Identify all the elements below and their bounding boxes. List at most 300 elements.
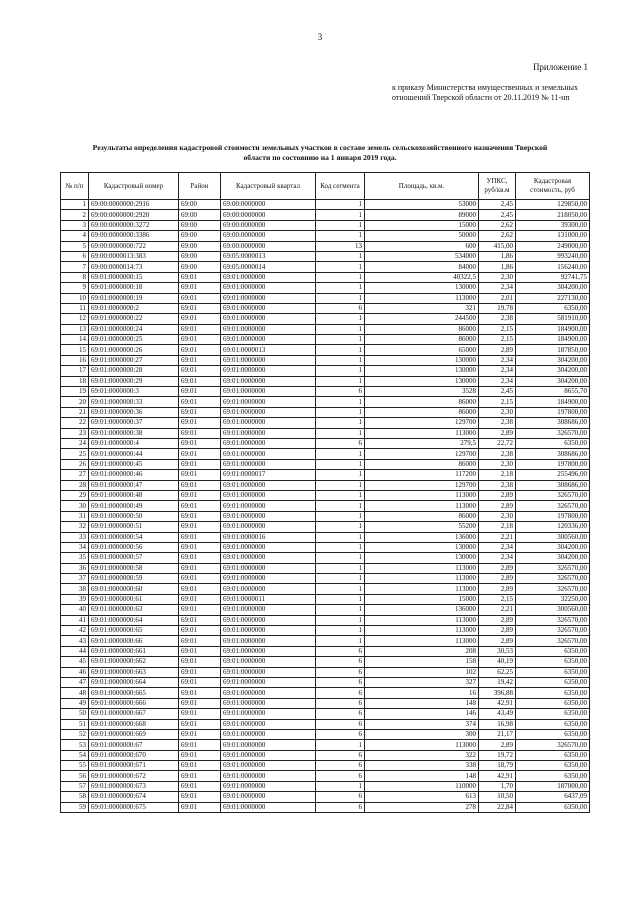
- district-cell: 69:01: [179, 574, 221, 584]
- table-row: [61, 532, 590, 542]
- cadastral-number-cell: 69:01:0000000:57: [89, 553, 179, 563]
- row-number-cell: 51: [61, 719, 89, 729]
- segment-code-cell: 13: [316, 241, 365, 251]
- table-row: [61, 698, 590, 708]
- district-cell: 69:00: [179, 251, 221, 261]
- table-row: [61, 366, 590, 376]
- upks-cell: 2,89: [479, 428, 516, 438]
- area-cell: 148: [365, 698, 479, 708]
- cadastral-number-cell: 69:01:0000000:37: [89, 418, 179, 428]
- cadastral-number-cell: 69:01:0000000:674: [89, 792, 179, 802]
- table-row: [61, 636, 590, 646]
- district-cell: 69:01: [179, 418, 221, 428]
- cadastral-value-cell: 197800,00: [516, 511, 590, 521]
- cadastral-number-cell: 69:01:0000000:63: [89, 605, 179, 615]
- cadastral-number-cell: 69:01:0000000:64: [89, 615, 179, 625]
- upks-cell: 22,84: [479, 802, 516, 812]
- upks-cell: 1,86: [479, 262, 516, 272]
- table-row: [61, 449, 590, 459]
- segment-code-cell: 6: [316, 698, 365, 708]
- row-number-cell: 42: [61, 626, 89, 636]
- header-upks: УПКС, руб/кв.м: [479, 173, 516, 200]
- cadastral-quarter-cell: 69:01:0000000: [221, 792, 316, 802]
- upks-cell: 2,89: [479, 501, 516, 511]
- upks-cell: 2,45: [479, 200, 516, 210]
- row-number-cell: 15: [61, 345, 89, 355]
- table-row: [61, 314, 590, 324]
- segment-code-cell: 1: [316, 574, 365, 584]
- district-cell: 69:01: [179, 657, 221, 667]
- district-cell: 69:01: [179, 761, 221, 771]
- cadastral-quarter-cell: 69:01:0000000: [221, 272, 316, 282]
- segment-code-cell: 1: [316, 262, 365, 272]
- cadastral-number-cell: 69:01:0000000:3: [89, 387, 179, 397]
- cadastral-value-cell: 184900,00: [516, 324, 590, 334]
- cadastral-number-cell: 69:01:0000000:24: [89, 324, 179, 334]
- district-cell: 69:01: [179, 397, 221, 407]
- segment-code-cell: 1: [316, 636, 365, 646]
- row-number-cell: 12: [61, 314, 89, 324]
- table-row: [61, 438, 590, 448]
- title-line-2: области по состоянию на 1 января 2019 года.: [243, 153, 397, 162]
- area-cell: 113000: [365, 490, 479, 500]
- cadastral-value-cell: 304200,00: [516, 355, 590, 365]
- table-row: [61, 646, 590, 656]
- cadastral-quarter-cell: 69:01:0000000: [221, 605, 316, 615]
- cadastral-value-cell: 304200,00: [516, 366, 590, 376]
- segment-code-cell: 6: [316, 387, 365, 397]
- segment-code-cell: 1: [316, 553, 365, 563]
- cadastral-value-cell: 197800,00: [516, 407, 590, 417]
- header-area: Площадь, кв.м.: [365, 173, 479, 200]
- cadastral-value-cell: 581910,00: [516, 314, 590, 324]
- table-row: [61, 781, 590, 791]
- district-cell: 69:00: [179, 241, 221, 251]
- area-cell: 244500: [365, 314, 479, 324]
- area-cell: 338: [365, 761, 479, 771]
- district-cell: 69:01: [179, 688, 221, 698]
- cadastral-quarter-cell: 69:01:0000000: [221, 293, 316, 303]
- row-number-cell: 59: [61, 802, 89, 812]
- cadastral-value-cell: 6350,00: [516, 719, 590, 729]
- table-row: [61, 272, 590, 282]
- upks-cell: 30,53: [479, 646, 516, 656]
- cadastral-number-cell: 69:00:0000013:383: [89, 251, 179, 261]
- row-number-cell: 31: [61, 511, 89, 521]
- area-cell: 53000: [365, 200, 479, 210]
- table-row: [61, 210, 590, 220]
- row-number-cell: 22: [61, 418, 89, 428]
- cadastral-value-cell: 326570,00: [516, 584, 590, 594]
- row-number-cell: 39: [61, 594, 89, 604]
- cadastral-number-cell: 69:01:0000000:58: [89, 563, 179, 573]
- table-row: [61, 688, 590, 698]
- row-number-cell: 1: [61, 200, 89, 210]
- district-cell: 69:01: [179, 480, 221, 490]
- row-number-cell: 48: [61, 688, 89, 698]
- segment-code-cell: 6: [316, 771, 365, 781]
- cadastral-number-cell: 69:01:0000000:46: [89, 470, 179, 480]
- cadastral-number-cell: 69:00:0000000:3386: [89, 231, 179, 241]
- row-number-cell: 26: [61, 459, 89, 469]
- area-cell: 86000: [365, 459, 479, 469]
- district-cell: 69:01: [179, 750, 221, 760]
- district-cell: 69:01: [179, 605, 221, 615]
- table-row: [61, 584, 590, 594]
- upks-cell: 42,91: [479, 698, 516, 708]
- cadastral-quarter-cell: 69:01:0000000: [221, 802, 316, 812]
- table-row: [61, 792, 590, 802]
- area-cell: 129700: [365, 449, 479, 459]
- row-number-cell: 40: [61, 605, 89, 615]
- upks-cell: 2,38: [479, 418, 516, 428]
- upks-cell: 2,15: [479, 594, 516, 604]
- row-number-cell: 9: [61, 283, 89, 293]
- cadastral-value-cell: 300560,00: [516, 605, 590, 615]
- row-number-cell: 13: [61, 324, 89, 334]
- area-cell: 110000: [365, 781, 479, 791]
- cadastral-quarter-cell: 69:01:0000000: [221, 781, 316, 791]
- cadastral-quarter-cell: 69:01:0000000: [221, 657, 316, 667]
- cadastral-number-cell: 69:01:0000000:26: [89, 345, 179, 355]
- row-number-cell: 49: [61, 698, 89, 708]
- cadastral-number-cell: 69:01:0000000:675: [89, 802, 179, 812]
- area-cell: 113000: [365, 626, 479, 636]
- district-cell: 69:01: [179, 542, 221, 552]
- header-cadastral-value: Кадастровая стоимость, руб: [516, 173, 590, 200]
- cadastral-number-cell: 69:01:0000000:18: [89, 283, 179, 293]
- district-cell: 69:01: [179, 709, 221, 719]
- cadastral-number-cell: 69:01:0000000:51: [89, 522, 179, 532]
- upks-cell: 1,70: [479, 781, 516, 791]
- row-number-cell: 8: [61, 272, 89, 282]
- district-cell: 69:01: [179, 740, 221, 750]
- row-number-cell: 2: [61, 210, 89, 220]
- segment-code-cell: 1: [316, 210, 365, 220]
- cadastral-value-cell: 249000,00: [516, 241, 590, 251]
- row-number-cell: 28: [61, 480, 89, 490]
- row-number-cell: 36: [61, 563, 89, 573]
- cadastral-number-cell: 69:01:0000000:29: [89, 376, 179, 386]
- cadastral-value-cell: 304200,00: [516, 376, 590, 386]
- cadastral-value-cell: 326570,00: [516, 501, 590, 511]
- header-district: Район: [179, 173, 221, 200]
- area-cell: 86000: [365, 324, 479, 334]
- area-cell: 113000: [365, 563, 479, 573]
- row-number-cell: 50: [61, 709, 89, 719]
- row-number-cell: 6: [61, 251, 89, 261]
- cadastral-quarter-cell: 69:01:0000011: [221, 594, 316, 604]
- area-cell: 534000: [365, 251, 479, 261]
- table-row: [61, 501, 590, 511]
- cadastral-number-cell: 69:01:0000000:661: [89, 646, 179, 656]
- table-row: [61, 729, 590, 739]
- segment-code-cell: 1: [316, 490, 365, 500]
- upks-cell: 2,89: [479, 574, 516, 584]
- cadastral-number-cell: 69:01:0000000:60: [89, 584, 179, 594]
- area-cell: 16: [365, 688, 479, 698]
- district-cell: 69:01: [179, 532, 221, 542]
- upks-cell: 2,34: [479, 366, 516, 376]
- table-row: [61, 355, 590, 365]
- upks-cell: 18,79: [479, 761, 516, 771]
- upks-cell: 2,34: [479, 553, 516, 563]
- area-cell: 129700: [365, 418, 479, 428]
- district-cell: 69:00: [179, 262, 221, 272]
- table-row: [61, 470, 590, 480]
- row-number-cell: 45: [61, 657, 89, 667]
- cadastral-quarter-cell: 69:01:0000000: [221, 740, 316, 750]
- area-cell: 148: [365, 771, 479, 781]
- cadastral-number-cell: 69:01:0000000:665: [89, 688, 179, 698]
- area-cell: 130000: [365, 366, 479, 376]
- cadastral-value-cell: 326570,00: [516, 626, 590, 636]
- segment-code-cell: 1: [316, 501, 365, 511]
- cadastral-value-cell: 308686,00: [516, 480, 590, 490]
- cadastral-number-cell: 69:01:0000000:33: [89, 397, 179, 407]
- cadastral-value-cell: 6437,09: [516, 792, 590, 802]
- cadastral-number-cell: 69:01:0000000:66: [89, 636, 179, 646]
- table-row: [61, 522, 590, 532]
- cadastral-quarter-cell: 69:00:0000000: [221, 231, 316, 241]
- segment-code-cell: 1: [316, 532, 365, 542]
- district-cell: 69:01: [179, 626, 221, 636]
- district-cell: 69:01: [179, 511, 221, 521]
- upks-cell: 2,38: [479, 449, 516, 459]
- district-cell: 69:00: [179, 200, 221, 210]
- cadastral-quarter-cell: 69:01:0000000: [221, 449, 316, 459]
- cadastral-number-cell: 69:01:0000000:663: [89, 667, 179, 677]
- cadastral-quarter-cell: 69:01:0000000: [221, 376, 316, 386]
- cadastral-quarter-cell: 69:01:0000000: [221, 438, 316, 448]
- area-cell: 300: [365, 729, 479, 739]
- table-row: [61, 750, 590, 760]
- segment-code-cell: 6: [316, 303, 365, 313]
- segment-code-cell: 6: [316, 750, 365, 760]
- title-line-1: Результаты определения кадастровой стоимости земельных участков в составе земель сельскохозяйственного назначения Тверской: [92, 143, 548, 152]
- district-cell: 69:01: [179, 636, 221, 646]
- table-header-row: [61, 173, 590, 200]
- cadastral-number-cell: 69:00:0000014:73: [89, 262, 179, 272]
- area-cell: 86000: [365, 335, 479, 345]
- cadastral-number-cell: 69:01:0000000:667: [89, 709, 179, 719]
- table-row: [61, 553, 590, 563]
- district-cell: 69:01: [179, 387, 221, 397]
- table-row: [61, 563, 590, 573]
- cadastral-value-cell: 304200,00: [516, 542, 590, 552]
- row-number-cell: 33: [61, 532, 89, 542]
- appendix-label: Приложение 1: [532, 62, 588, 72]
- upks-cell: 19,72: [479, 750, 516, 760]
- row-number-cell: 43: [61, 636, 89, 646]
- area-cell: 129700: [365, 480, 479, 490]
- district-cell: 69:01: [179, 677, 221, 687]
- cadastral-quarter-cell: 69:01:0000000: [221, 355, 316, 365]
- row-number-cell: 18: [61, 376, 89, 386]
- area-cell: 40322,5: [365, 272, 479, 282]
- cadastral-number-cell: 69:01:0000000:671: [89, 761, 179, 771]
- row-number-cell: 34: [61, 542, 89, 552]
- upks-cell: 2,30: [479, 272, 516, 282]
- cadastral-value-cell: 326570,00: [516, 490, 590, 500]
- area-cell: 146: [365, 709, 479, 719]
- district-cell: 69:01: [179, 615, 221, 625]
- row-number-cell: 46: [61, 667, 89, 677]
- area-cell: 3528: [365, 387, 479, 397]
- segment-code-cell: 1: [316, 283, 365, 293]
- cadastral-value-cell: 304200,00: [516, 553, 590, 563]
- table-row: [61, 324, 590, 334]
- area-cell: 89000: [365, 210, 479, 220]
- cadastral-value-cell: 6350,00: [516, 729, 590, 739]
- segment-code-cell: 1: [316, 470, 365, 480]
- cadastral-number-cell: 69:01:0000000:50: [89, 511, 179, 521]
- area-cell: 613: [365, 792, 479, 802]
- row-number-cell: 14: [61, 335, 89, 345]
- cadastral-value-cell: 197800,00: [516, 459, 590, 469]
- cadastral-number-cell: 69:01:0000000:48: [89, 490, 179, 500]
- table-row: [61, 200, 590, 210]
- cadastral-number-cell: 69:01:0000000:65: [89, 626, 179, 636]
- order-line-2: отношений Тверской области от 20.11.2019 № 11-нп: [392, 93, 570, 102]
- segment-code-cell: 1: [316, 511, 365, 521]
- cadastral-quarter-cell: 69:01:0000013: [221, 345, 316, 355]
- area-cell: 321: [365, 303, 479, 313]
- cadastral-number-cell: 69:01:0000000:47: [89, 480, 179, 490]
- segment-code-cell: 1: [316, 251, 365, 261]
- upks-cell: 2,89: [479, 626, 516, 636]
- row-number-cell: 4: [61, 231, 89, 241]
- cadastral-quarter-cell: 69:01:0000000: [221, 677, 316, 687]
- table-row: [61, 615, 590, 625]
- segment-code-cell: 1: [316, 200, 365, 210]
- table-row: [61, 231, 590, 241]
- district-cell: 69:01: [179, 781, 221, 791]
- upks-cell: 2,45: [479, 210, 516, 220]
- area-cell: 65000: [365, 345, 479, 355]
- cadastral-value-cell: 187000,00: [516, 781, 590, 791]
- segment-code-cell: 1: [316, 781, 365, 791]
- cadastral-quarter-cell: 69:00:0000000: [221, 220, 316, 230]
- upks-cell: 2,15: [479, 397, 516, 407]
- cadastral-number-cell: 69:00:0000000:2920: [89, 210, 179, 220]
- upks-cell: 42,91: [479, 771, 516, 781]
- cadastral-value-cell: 326570,00: [516, 615, 590, 625]
- header-number: № п/п: [61, 173, 89, 200]
- header-segment-code: Код сегмента: [316, 173, 365, 200]
- area-cell: 130000: [365, 542, 479, 552]
- cadastral-number-cell: 69:01:0000000:54: [89, 532, 179, 542]
- cadastral-value-cell: 308686,00: [516, 449, 590, 459]
- segment-code-cell: 1: [316, 272, 365, 282]
- district-cell: 69:01: [179, 771, 221, 781]
- district-cell: 69:00: [179, 231, 221, 241]
- row-number-cell: 47: [61, 677, 89, 687]
- cadastral-quarter-cell: 69:01:0000000: [221, 324, 316, 334]
- district-cell: 69:01: [179, 646, 221, 656]
- cadastral-value-cell: 184900,00: [516, 335, 590, 345]
- row-number-cell: 19: [61, 387, 89, 397]
- cadastral-quarter-cell: 69:01:0000017: [221, 470, 316, 480]
- area-cell: 113000: [365, 501, 479, 511]
- area-cell: 113000: [365, 428, 479, 438]
- table-row: [61, 335, 590, 345]
- area-cell: 86000: [365, 407, 479, 417]
- upks-cell: 2,21: [479, 532, 516, 542]
- segment-code-cell: 1: [316, 345, 365, 355]
- district-cell: 69:01: [179, 283, 221, 293]
- cadastral-quarter-cell: 69:01:0000000: [221, 480, 316, 490]
- district-cell: 69:01: [179, 584, 221, 594]
- segment-code-cell: 1: [316, 335, 365, 345]
- upks-cell: 2,89: [479, 615, 516, 625]
- district-cell: 69:01: [179, 314, 221, 324]
- table-row: [61, 542, 590, 552]
- table-row: [61, 709, 590, 719]
- table-row: [61, 605, 590, 615]
- cadastral-value-cell: 6350,00: [516, 761, 590, 771]
- cadastral-quarter-cell: 69:01:0000000: [221, 428, 316, 438]
- area-cell: 113000: [365, 574, 479, 584]
- cadastral-value-cell: 326570,00: [516, 740, 590, 750]
- table-row: [61, 251, 590, 261]
- order-reference: [392, 83, 588, 103]
- segment-code-cell: 6: [316, 729, 365, 739]
- table-row: [61, 407, 590, 417]
- cadastral-value-cell: 6350,00: [516, 646, 590, 656]
- area-cell: 113000: [365, 584, 479, 594]
- segment-code-cell: 1: [316, 418, 365, 428]
- row-number-cell: 41: [61, 615, 89, 625]
- upks-cell: 2,62: [479, 231, 516, 241]
- cadastral-value-cell: 120336,00: [516, 522, 590, 532]
- cadastral-quarter-cell: 69:01:0000000: [221, 761, 316, 771]
- segment-code-cell: 6: [316, 657, 365, 667]
- area-cell: 130000: [365, 553, 479, 563]
- upks-cell: 2,30: [479, 407, 516, 417]
- cadastral-number-cell: 69:01:0000000:61: [89, 594, 179, 604]
- cadastral-value-cell: 300560,00: [516, 532, 590, 542]
- table-row: [61, 480, 590, 490]
- row-number-cell: 56: [61, 771, 89, 781]
- cadastral-value-cell: 304200,00: [516, 283, 590, 293]
- cadastral-quarter-cell: 69:05:0000014: [221, 262, 316, 272]
- cadastral-value-cell: 227130,00: [516, 293, 590, 303]
- upks-cell: 19,78: [479, 303, 516, 313]
- table-row: [61, 428, 590, 438]
- district-cell: 69:01: [179, 303, 221, 313]
- segment-code-cell: 1: [316, 397, 365, 407]
- row-number-cell: 53: [61, 740, 89, 750]
- cadastral-quarter-cell: 69:01:0000000: [221, 522, 316, 532]
- row-number-cell: 37: [61, 574, 89, 584]
- area-cell: 113000: [365, 615, 479, 625]
- upks-cell: 2,30: [479, 459, 516, 469]
- table-row: [61, 262, 590, 272]
- cadastral-quarter-cell: 69:01:0000000: [221, 303, 316, 313]
- document-title: [60, 143, 580, 163]
- table-row: [61, 719, 590, 729]
- row-number-cell: 29: [61, 490, 89, 500]
- cadastral-quarter-cell: 69:01:0000000: [221, 563, 316, 573]
- cadastral-value-cell: 6350,00: [516, 303, 590, 313]
- row-number-cell: 58: [61, 792, 89, 802]
- upks-cell: 2,34: [479, 355, 516, 365]
- upks-cell: 62,25: [479, 667, 516, 677]
- cadastral-quarter-cell: 69:05:0000013: [221, 251, 316, 261]
- cadastral-value-cell: 6350,00: [516, 438, 590, 448]
- row-number-cell: 21: [61, 407, 89, 417]
